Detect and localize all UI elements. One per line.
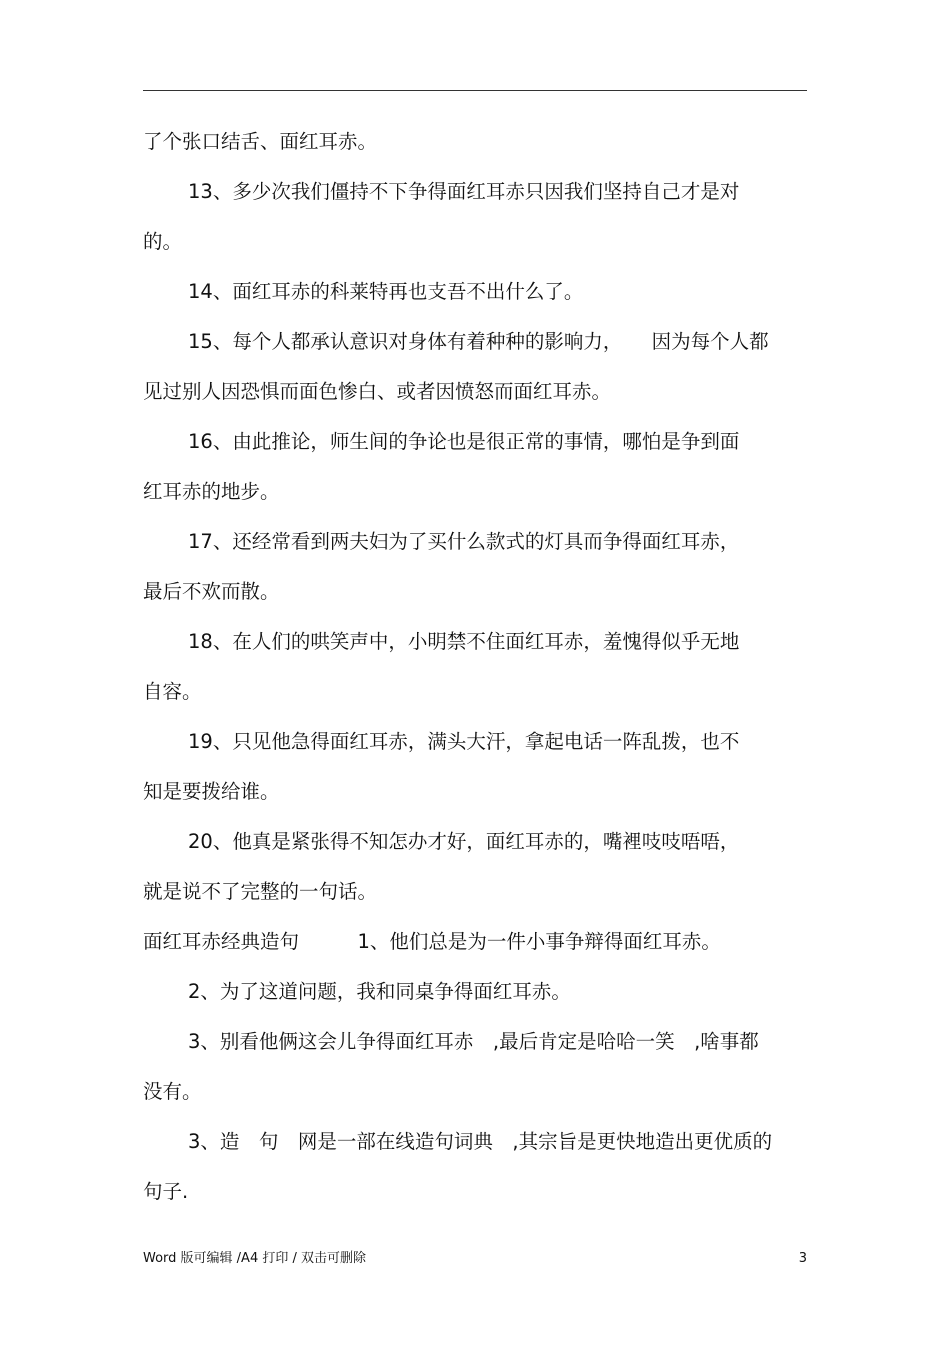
text-line: 的。 bbox=[143, 230, 183, 253]
document-body bbox=[143, 122, 807, 1222]
text-line: 句子. bbox=[143, 1180, 189, 1203]
text-line: 3、造 句 网是一部在线造句词典 ,其宗旨是更快地造出更优质的 bbox=[188, 1130, 773, 1153]
text-line: 13、多少次我们僵持不下争得面红耳赤只因我们坚持自己才是对 bbox=[188, 180, 740, 203]
text-line: 14、面红耳赤的科莱特再也支吾不出什么了。 bbox=[188, 280, 584, 303]
text-line: 15、每个人都承认意识对身体有着种种的影响力， 因为每个人都 bbox=[188, 330, 769, 353]
text-line: 19、只见他急得面红耳赤，满头大汗，拿起电话一阵乱拨，也不 bbox=[188, 730, 740, 753]
footer-note: Word 版可编辑 /A4 打印 / 双击可删除 bbox=[143, 1251, 366, 1266]
text-line: 20、他真是紧张得不知怎办才好，面红耳赤的，嘴裡吱吱唔唔， bbox=[188, 830, 740, 853]
text-line: 红耳赤的地步。 bbox=[143, 480, 280, 503]
page-number: 3 bbox=[798, 1251, 807, 1266]
text-line: 2、为了这道问题，我和同桌争得面红耳赤。 bbox=[188, 980, 571, 1003]
text-line: 最后不欢而散。 bbox=[143, 580, 280, 603]
text-line: 18、在人们的哄笑声中，小明禁不住面红耳赤，羞愧得似乎无地 bbox=[188, 630, 740, 653]
text-line: 知是要拨给谁。 bbox=[143, 780, 280, 803]
text-line: 3、别看他俩这会儿争得面红耳赤 ,最后肯定是哈哈一笑 ,啥事都 bbox=[188, 1030, 759, 1053]
text-line: 就是说不了完整的一句话。 bbox=[143, 880, 378, 903]
text-line: 了个张口结舌、面红耳赤。 bbox=[143, 130, 378, 153]
text-line: 17、还经常看到两夫妇为了买什么款式的灯具而争得面红耳赤， bbox=[188, 530, 740, 553]
text-line: 自容。 bbox=[143, 680, 202, 703]
text-line: 16、由此推论，师生间的争论也是很正常的事情，哪怕是争到面 bbox=[188, 430, 740, 453]
header-rule bbox=[143, 90, 807, 91]
text-line: 没有。 bbox=[143, 1080, 202, 1103]
text-line: 见过别人因恐惧而面色惨白、或者因愤怒而面红耳赤。 bbox=[143, 380, 612, 403]
text-line: 面红耳赤经典造句 1、他们总是为一件小事争辩得面红耳赤。 bbox=[143, 930, 721, 953]
